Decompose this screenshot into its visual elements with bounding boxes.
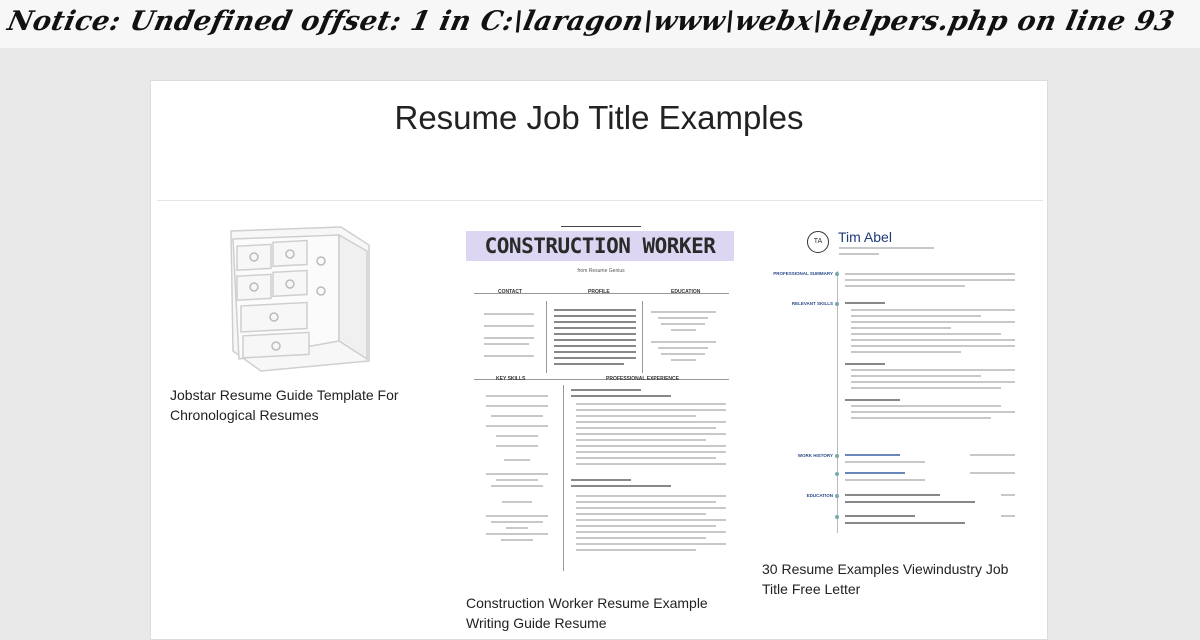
caption-resume-examples[interactable]: 30 Resume Examples Viewindustry Job Title Free Letter xyxy=(762,561,1009,597)
caption-construction[interactable]: Construction Worker Resume Example Writing Guide Resume xyxy=(466,595,708,631)
gallery-card xyxy=(150,80,1048,640)
error-notice-bar xyxy=(0,0,1200,48)
section-key-skills: KEY SKILLS xyxy=(496,376,526,382)
resume-subheading: from Resume Genius xyxy=(577,268,625,274)
construction-resume-image[interactable] xyxy=(466,223,736,575)
section-summary: PROFESSIONAL SUMMARY xyxy=(773,271,833,276)
resume-heading: CONSTRUCTION WORKER xyxy=(466,231,734,261)
page-title: Resume Job Title Examples xyxy=(394,99,804,136)
section-education: EDUCATION xyxy=(806,493,833,498)
resume-name: Tim Abel xyxy=(838,229,892,245)
section-work-history: WORK HISTORY xyxy=(797,453,833,458)
section-profile: PROFILE xyxy=(588,289,610,295)
section-skills: RELEVANT SKILLS xyxy=(791,301,833,306)
caption-jobstar[interactable]: Jobstar Resume Guide Template For Chronological Resumes xyxy=(170,387,399,423)
section-contact: CONTACT xyxy=(498,289,523,295)
title-divider xyxy=(157,200,1043,201)
section-experience: PROFESSIONAL EXPERIENCE xyxy=(606,376,679,382)
resume-initials: TA xyxy=(807,231,829,253)
tim-abel-resume-image[interactable] xyxy=(765,211,1029,541)
error-notice-text: Notice: Undefined offset: 1 in C:\laragon\www\webx\helpers.php on line 93 xyxy=(4,6,1178,37)
section-education: EDUCATION xyxy=(671,289,701,295)
dresser-image[interactable] xyxy=(221,221,371,373)
